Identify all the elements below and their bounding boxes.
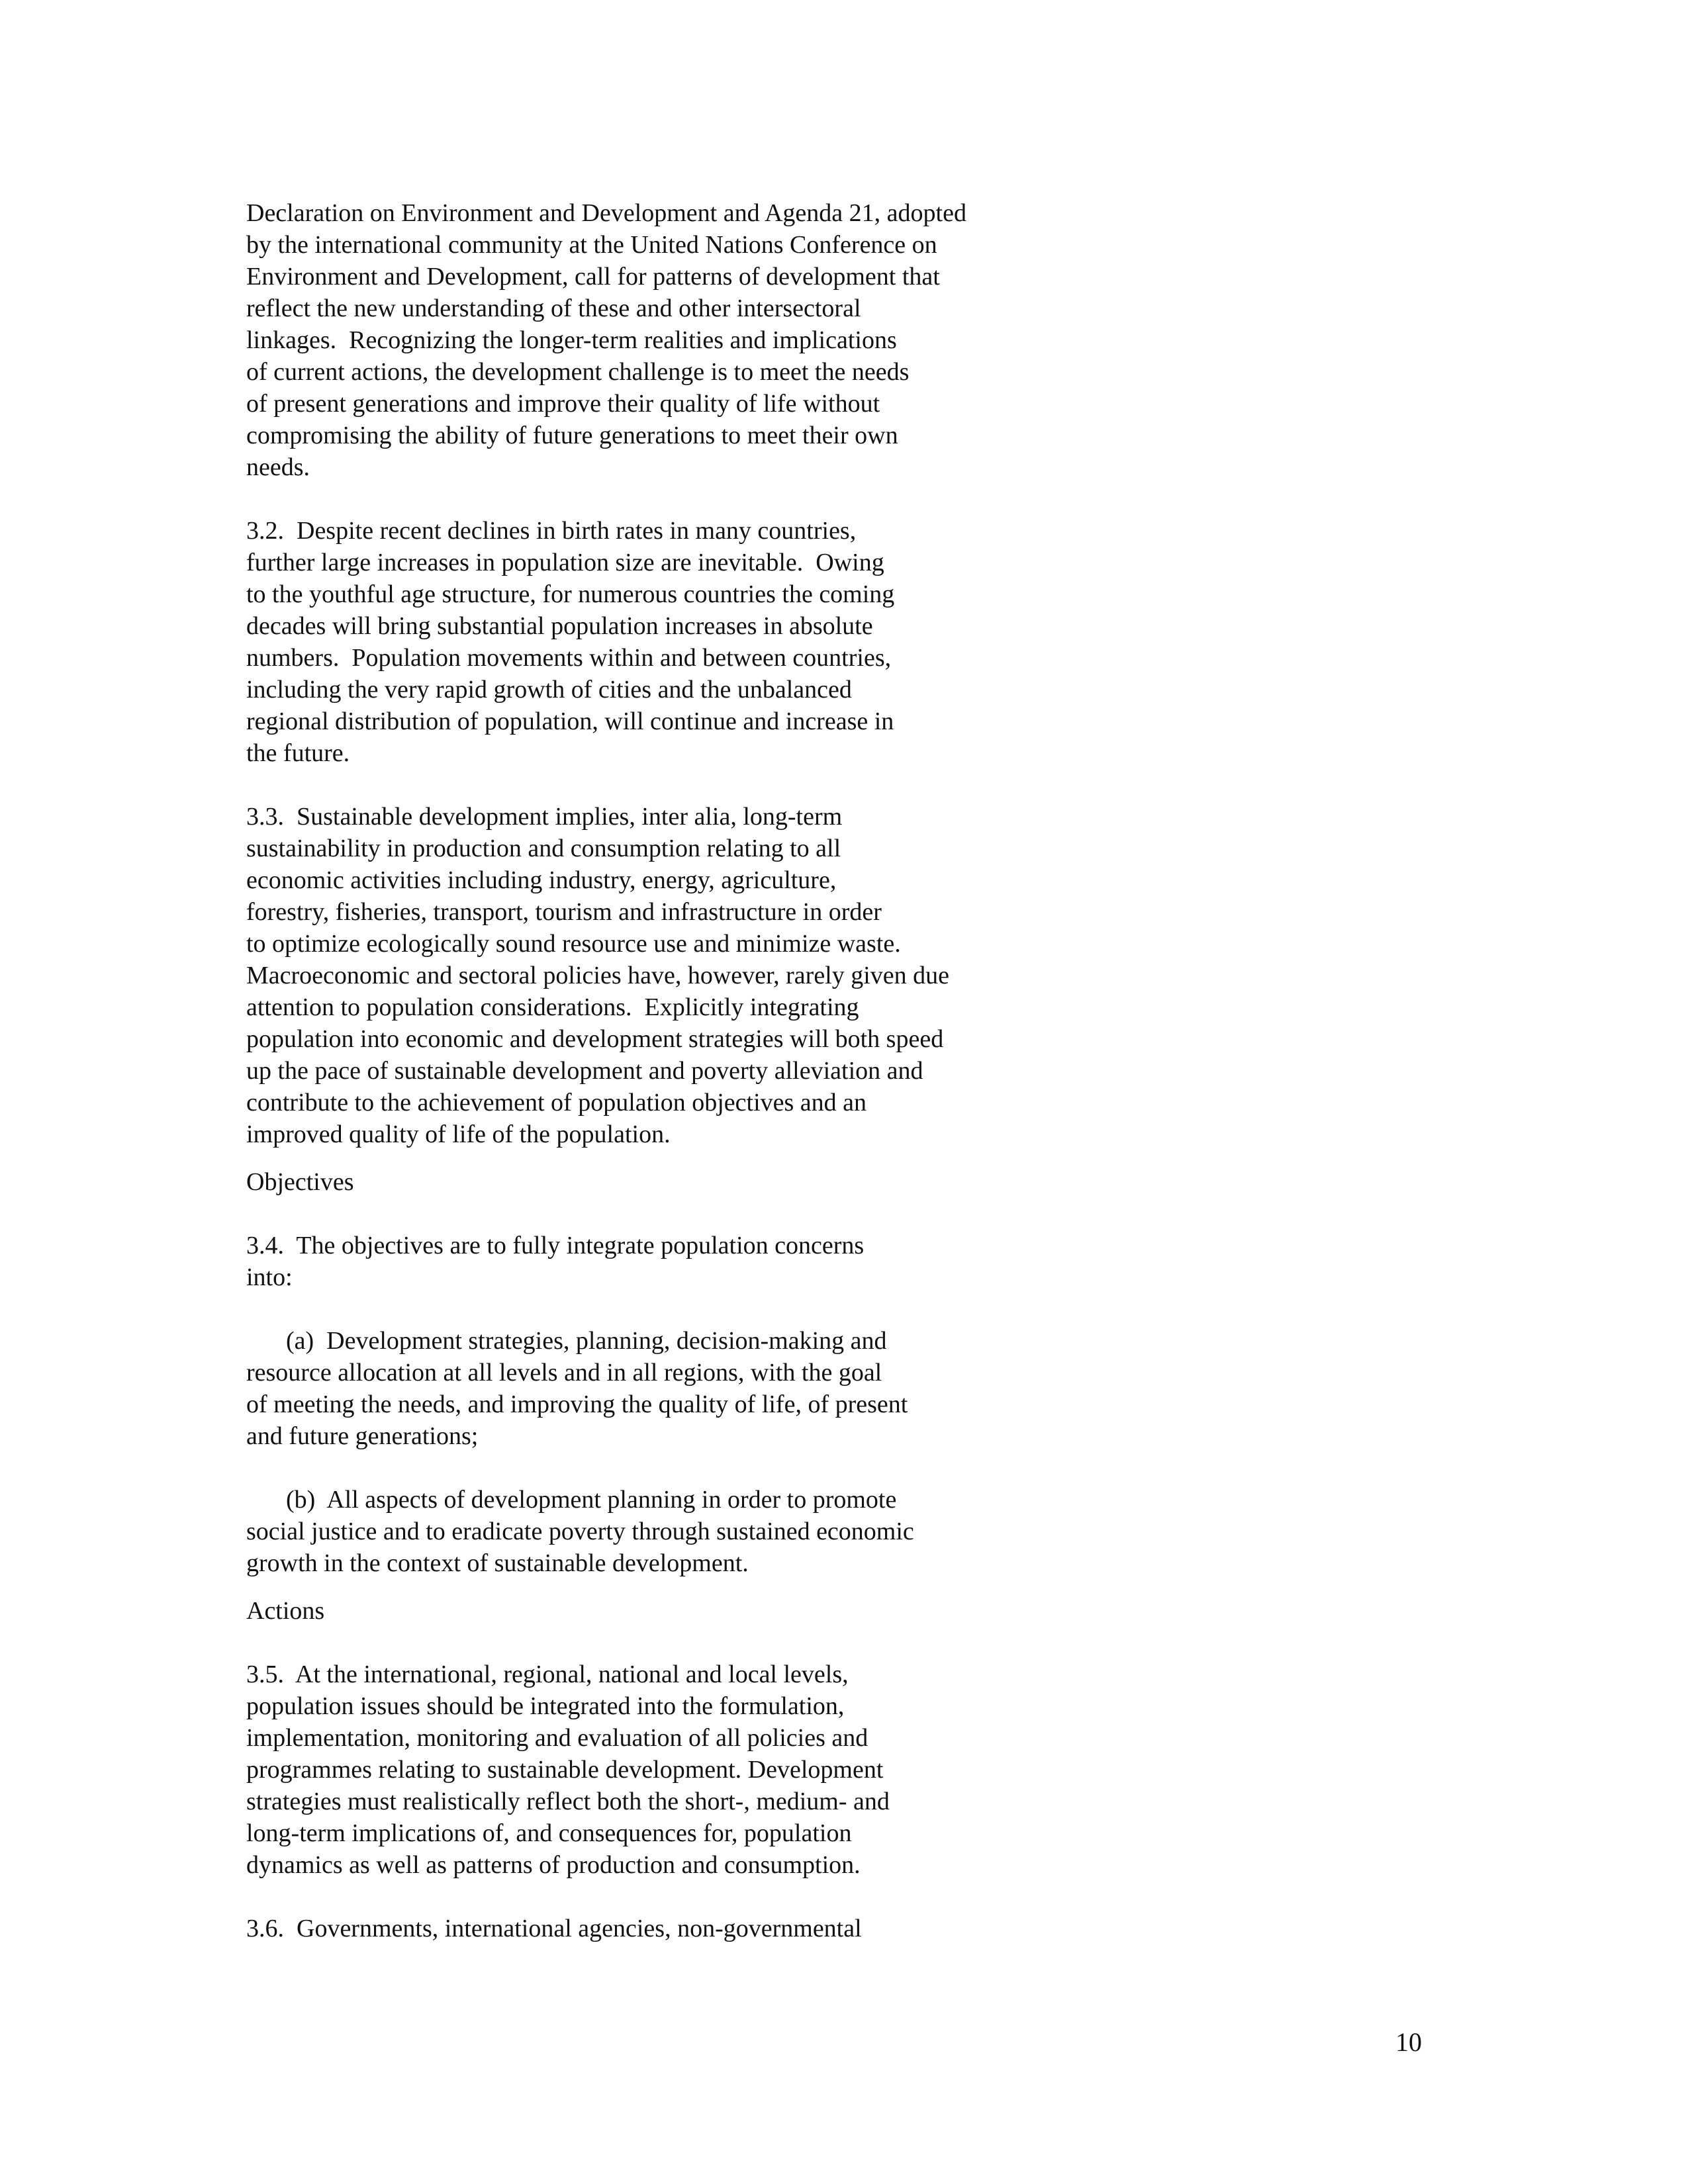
paragraph-3-3-line: to optimize ecologically sound resource use and minimize waste. <box>246 930 901 958</box>
item-a-line: and future generations; <box>246 1422 479 1450</box>
paragraph-3-3-line: sustainability in production and consumption relating to all <box>246 835 841 862</box>
paragraph-3-2-line: the future. <box>246 739 350 767</box>
intro-paragraph-line: Environment and Development, call for patterns of development that <box>246 263 940 291</box>
item-b-line: (b) All aspects of development planning in order to promote <box>286 1486 897 1514</box>
paragraph-3-2-line: 3.2. Despite recent declines in birth rates in many countries, <box>246 517 857 545</box>
intro-paragraph-line: compromising the ability of future generations to meet their own <box>246 422 898 449</box>
paragraph-3-5-line: programmes relating to sustainable development. Development <box>246 1756 884 1784</box>
paragraph-3-5-line: population issues should be integrated into the formulation, <box>246 1692 845 1720</box>
paragraph-3-2-line: including the very rapid growth of cities and the unbalanced <box>246 676 852 704</box>
paragraph-3-3-line: contribute to the achievement of population objectives and an <box>246 1089 867 1116</box>
paragraph-3-5-line: implementation, monitoring and evaluation of all policies and <box>246 1724 868 1752</box>
paragraph-3-5-line: long-term implications of, and consequences for, population <box>246 1819 852 1847</box>
actions-heading: Actions <box>246 1597 325 1625</box>
paragraph-3-2-line: further large increases in population size are inevitable. Owing <box>246 549 884 576</box>
paragraph-3-2-line: regional distribution of population, will continue and increase in <box>246 707 894 735</box>
paragraph-3-6-line: 3.6. Governments, international agencies, non-governmental <box>246 1915 862 1942</box>
paragraph-3-3-line: up the pace of sustainable development and poverty alleviation and <box>246 1057 923 1085</box>
item-b-line: social justice and to eradicate poverty through sustained economic <box>246 1518 914 1545</box>
paragraph-3-2-line: decades will bring substantial population increases in absolute <box>246 612 873 640</box>
paragraph-3-4-line: into: <box>246 1263 293 1291</box>
intro-paragraph-line: Declaration on Environment and Development and Agenda 21, adopted <box>246 199 966 227</box>
intro-paragraph-line: needs. <box>246 453 310 481</box>
paragraph-3-3-line: improved quality of life of the population. <box>246 1120 671 1148</box>
item-a-line: (a) Development strategies, planning, decision-making and <box>286 1327 887 1355</box>
page-number: 10 <box>1395 2027 1422 2057</box>
item-b-line: growth in the context of sustainable development. <box>246 1549 749 1577</box>
item-a-line: of meeting the needs, and improving the quality of life, of present <box>246 1390 908 1418</box>
paragraph-3-3-line: population into economic and development strategies will both speed <box>246 1025 944 1053</box>
intro-paragraph-line: of current actions, the development challenge is to meet the needs <box>246 358 910 386</box>
paragraph-3-5-line: 3.5. At the international, regional, national and local levels, <box>246 1661 849 1688</box>
item-a-line: resource allocation at all levels and in all regions, with the goal <box>246 1359 882 1387</box>
paragraph-3-3-line: forestry, fisheries, transport, tourism and infrastructure in order <box>246 898 882 926</box>
paragraph-3-4-line: 3.4. The objectives are to fully integrate population concerns <box>246 1232 865 1259</box>
paragraph-3-3-line: attention to population considerations. Explicitly integrating <box>246 993 859 1021</box>
paragraph-3-3-line: 3.3. Sustainable development implies, inter alia, long-term <box>246 803 843 831</box>
intro-paragraph-line: linkages. Recognizing the longer-term realities and implications <box>246 326 897 354</box>
objectives-heading: Objectives <box>246 1168 354 1196</box>
paragraph-3-5-line: strategies must realistically reflect both the short-, medium- and <box>246 1788 890 1815</box>
intro-paragraph-line: by the international community at the United Nations Conference on <box>246 231 937 259</box>
paragraph-3-5-line: dynamics as well as patterns of production and consumption. <box>246 1851 861 1879</box>
intro-paragraph-line: of present generations and improve their quality of life without <box>246 390 880 418</box>
paragraph-3-2-line: numbers. Population movements within and between countries, <box>246 644 892 672</box>
intro-paragraph-line: reflect the new understanding of these and other intersectoral <box>246 295 861 322</box>
paragraph-3-3-line: Macroeconomic and sectoral policies have, however, rarely given due <box>246 962 950 989</box>
paragraph-3-3-line: economic activities including industry, energy, agriculture, <box>246 866 837 894</box>
paragraph-3-2-line: to the youthful age structure, for numerous countries the coming <box>246 580 895 608</box>
